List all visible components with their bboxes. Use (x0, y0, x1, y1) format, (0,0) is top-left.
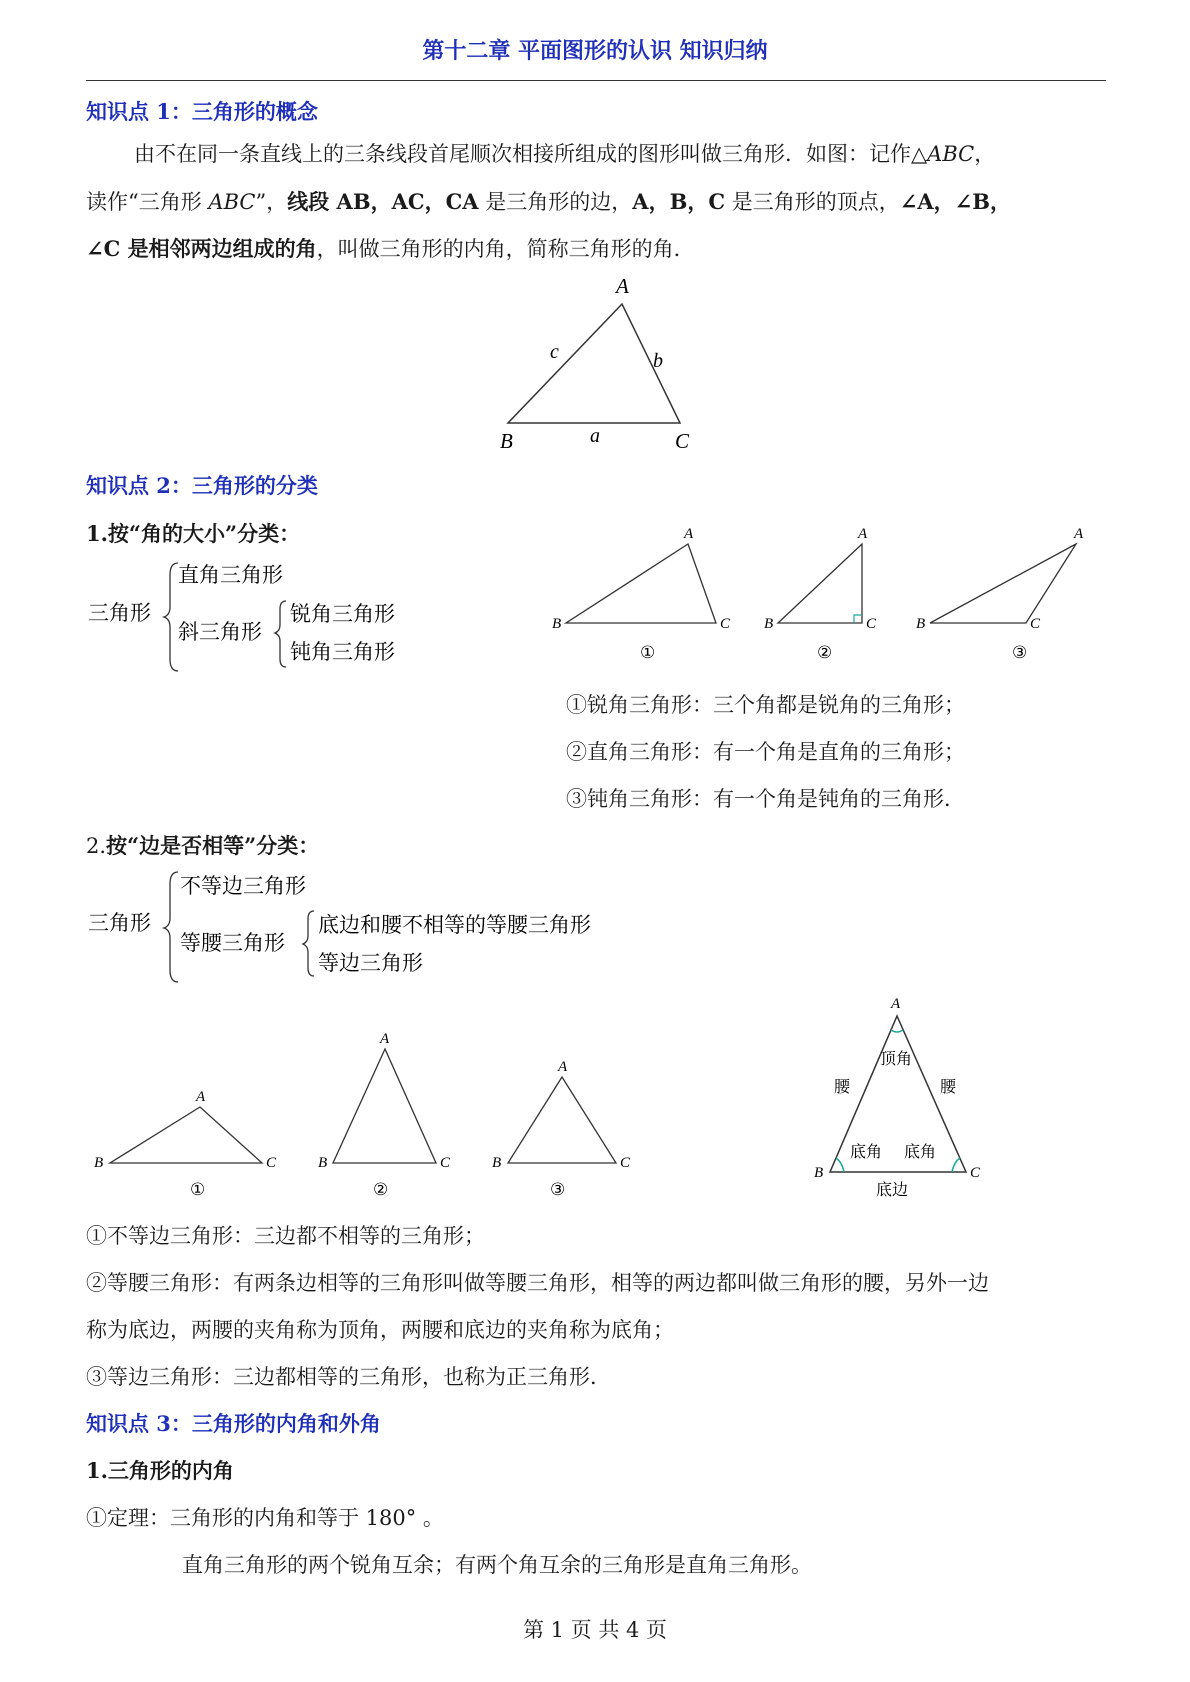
vertex-a-label: A (616, 274, 629, 298)
text: 由不在同一条直线上的三条线段首尾顺次相接所组成的图形叫做三角形．如图：记作△ (134, 142, 928, 166)
isosceles-triangle (333, 1049, 436, 1163)
page-footer: 第 1 页 共 4 页 (522, 1618, 668, 1642)
scalene-triangle (110, 1107, 262, 1163)
kp1-paragraph-line3 (86, 225, 695, 273)
tree1-node-obtuse: 钝角三角形 (290, 640, 395, 664)
kp1-heading: 知识点 1：三角形的概念 (86, 99, 318, 124)
tree2-node-scalene: 不等边三角形 (180, 874, 306, 898)
vertex-label: C (266, 1155, 277, 1171)
leg-label: 腰 (940, 1079, 957, 1096)
vertex-label: A (1074, 526, 1084, 542)
right-triangle-corollary: 直角三角形的两个锐角互余；有两个角互余的三角形是直角三角形。 (182, 1553, 812, 1577)
page-title: 第十二章 平面图形的认识 知识归纳 (422, 38, 768, 64)
vertex-label: B (552, 616, 562, 632)
equilateral-triangle (508, 1077, 616, 1163)
vertex-label: B (492, 1155, 502, 1171)
triangles-by-sides-figure (86, 1025, 646, 1205)
text: ， (974, 142, 996, 166)
kp2-section2-title (86, 830, 319, 860)
leg-label: 腰 (834, 1079, 851, 1096)
tree2-node-equilateral: 等边三角形 (318, 951, 423, 975)
tree2-node-isosceles: 等腰三角形 (180, 931, 285, 955)
kp1-paragraph-line1 (134, 131, 995, 178)
isosceles-definition-cont: 称为底边，两腰的夹角称为顶角，两腰和底边的夹角称为底角； (86, 1318, 674, 1342)
vertex-label: A (196, 1089, 206, 1105)
apex-angle-label: 顶角 (880, 1051, 913, 1068)
brace-icon (275, 601, 286, 667)
vertex-label: B (318, 1155, 328, 1171)
text: ，叫做三角形的内角，简称三角形的角． (316, 237, 695, 261)
figure-number: ① (640, 643, 656, 662)
right-triangle (778, 544, 862, 623)
obtuse-triangle (930, 544, 1076, 623)
tree1-node-oblique: 斜三角形 (178, 620, 262, 644)
acute-definition: ①锐角三角形：三个角都是锐角的三角形； (566, 693, 965, 717)
vertex-b-label: B (500, 429, 513, 453)
vertex-label: B (814, 1165, 824, 1181)
kp3-heading: 知识点 3：三角形的内角和外角 (86, 1411, 381, 1436)
text: 是三角形的顶点， (725, 190, 900, 214)
text: 线段 AB，AC，CA (287, 189, 479, 214)
acute-triangle (566, 544, 716, 623)
brace-icon (164, 563, 178, 671)
vertex-label: A (684, 526, 694, 542)
vertex-label: C (1030, 616, 1041, 632)
vertex-label: B (764, 616, 774, 632)
text: 2. (86, 834, 107, 858)
classification-tree-angles (86, 555, 506, 675)
base-angle-label: 底角 (850, 1144, 883, 1161)
figure-number: ① (190, 1180, 206, 1199)
apex-angle-mark-icon (891, 1030, 903, 1032)
right-definition: ②直角三角形：有一个角是直角的三角形； (566, 740, 965, 764)
text: 是三角形的边， (478, 190, 633, 214)
kp2-section1-title: 1.按“角的大小”分类： (86, 521, 301, 546)
brace-icon (164, 872, 178, 982)
vertex-label: C (440, 1155, 451, 1171)
figure-number: ③ (1012, 643, 1028, 662)
figure-number: ② (373, 1180, 389, 1199)
side-b-label: b (653, 350, 663, 372)
vertex-label: B (916, 616, 926, 632)
vertex-label: C (866, 616, 877, 632)
text: ∠A，∠B， (899, 189, 1011, 214)
vertex-label: A (891, 996, 901, 1012)
text: ABC (208, 190, 256, 214)
vertex-c-label: C (675, 429, 690, 453)
isosceles-definition: ②等腰三角形：有两条边相等的三角形叫做等腰三角形，相等的两边都叫做三角形的腰，另外一边 (86, 1271, 989, 1295)
base-angle-mark-icon (952, 1158, 960, 1172)
base-angle-mark-icon (836, 1158, 844, 1172)
vertex-label: C (970, 1165, 981, 1181)
triangle-abc-figure (490, 274, 710, 458)
kp3-section1-title: 1.三角形的内角 (86, 1458, 234, 1483)
vertex-label: C (720, 616, 731, 632)
isosceles-parts-figure (800, 992, 1000, 1212)
base-angle-label: 底角 (904, 1144, 937, 1161)
kp1-paragraph-line2 (86, 178, 1011, 226)
figure-number: ② (817, 643, 833, 662)
text: ∠C 是相邻两边组成的角 (86, 236, 317, 261)
brace-icon (303, 911, 314, 976)
base-label: 底边 (876, 1182, 909, 1199)
tree1-node-acute: 锐角三角形 (290, 602, 395, 626)
title-divider (86, 80, 1106, 81)
classification-tree-sides (86, 866, 706, 986)
vertex-label: C (620, 1155, 631, 1171)
tree2-node-non-equilateral: 底边和腰不相等的等腰三角形 (318, 913, 591, 937)
triangles-by-angle-figure (540, 520, 1100, 670)
tree2-root: 三角形 (88, 911, 151, 935)
side-a-label: a (590, 425, 600, 447)
tree1-root: 三角形 (88, 601, 151, 625)
text: ABC (927, 142, 975, 166)
vertex-label: A (380, 1031, 390, 1047)
kp2-heading: 知识点 2：三角形的分类 (86, 473, 318, 498)
figure-number: ③ (550, 1180, 566, 1199)
text: 读作“三角形 (86, 190, 209, 214)
angle-sum-theorem: ①定理：三角形的内角和等于 180° 。 (86, 1506, 444, 1530)
text: ”， (255, 190, 288, 214)
tree1-node-right: 直角三角形 (178, 563, 283, 587)
obtuse-definition: ③钝角三角形：有一个角是钝角的三角形． (566, 787, 965, 811)
text: A，B，C (632, 189, 726, 214)
text: 按“边是否相等”分类： (106, 833, 320, 858)
scalene-definition: ①不等边三角形：三边都不相等的三角形； (86, 1224, 485, 1248)
vertex-label: B (94, 1155, 104, 1171)
vertex-label: A (558, 1059, 568, 1075)
vertex-label: A (858, 526, 868, 542)
right-angle-mark-icon (854, 615, 862, 623)
equilateral-definition: ③等边三角形：三边都相等的三角形，也称为正三角形． (86, 1365, 611, 1389)
side-c-label: c (550, 341, 559, 363)
